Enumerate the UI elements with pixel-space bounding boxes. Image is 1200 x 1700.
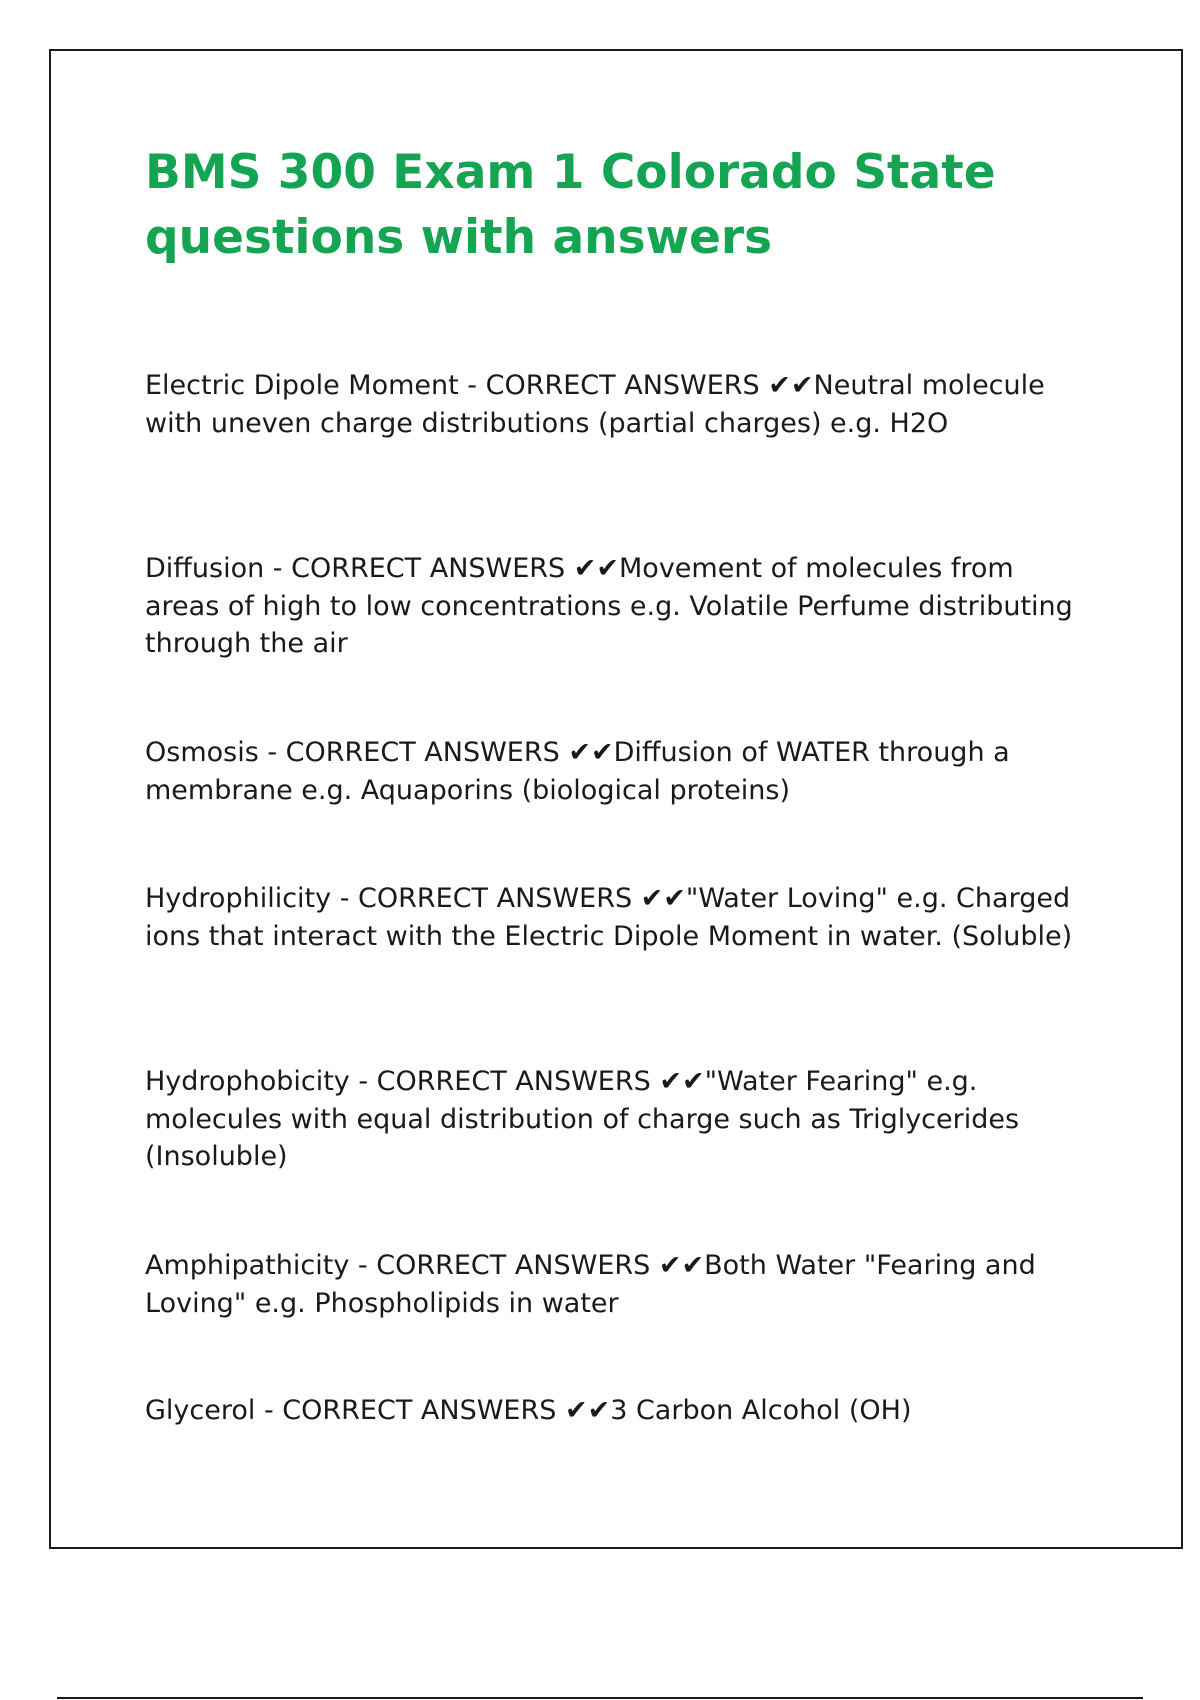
document-title: BMS 300 Exam 1 Colorado State questions with answers [145, 145, 996, 265]
qa-item-glycerol: Glycerol - CORRECT ANSWERS ✔✔3 Carbon Alcohol (OH) [145, 1395, 912, 1426]
page-break-rule [57, 1697, 1143, 1699]
qa-item-hydrophilicity: Hydrophilicity - CORRECT ANSWERS ✔✔"Water Loving" e.g. Charged ions that interact with the Electric Dipole Moment in water. (Soluble) [145, 883, 1073, 952]
qa-item-amphipathicity: Amphipathicity - CORRECT ANSWERS ✔✔Both Water "Fearing and Loving" e.g. Phospholipids in water [145, 1250, 1036, 1319]
qa-item-osmosis: Osmosis - CORRECT ANSWERS ✔✔Diffusion of WATER through a membrane e.g. Aquaporins (biological proteins) [145, 737, 1010, 806]
qa-item-diffusion: Diffusion - CORRECT ANSWERS ✔✔Movement of molecules from areas of high to low concentrations e.g. Volatile Perfume distributing through the air [145, 553, 1073, 659]
qa-item-hydrophobicity: Hydrophobicity - CORRECT ANSWERS ✔✔"Water Fearing" e.g. molecules with equal distribution of charge such as Triglycerides (Insoluble) [145, 1066, 1020, 1172]
qa-item-electric-dipole-moment: Electric Dipole Moment - CORRECT ANSWERS ✔✔Neutral molecule with uneven charge distributions (partial charges) e.g. H2O [145, 370, 1045, 439]
